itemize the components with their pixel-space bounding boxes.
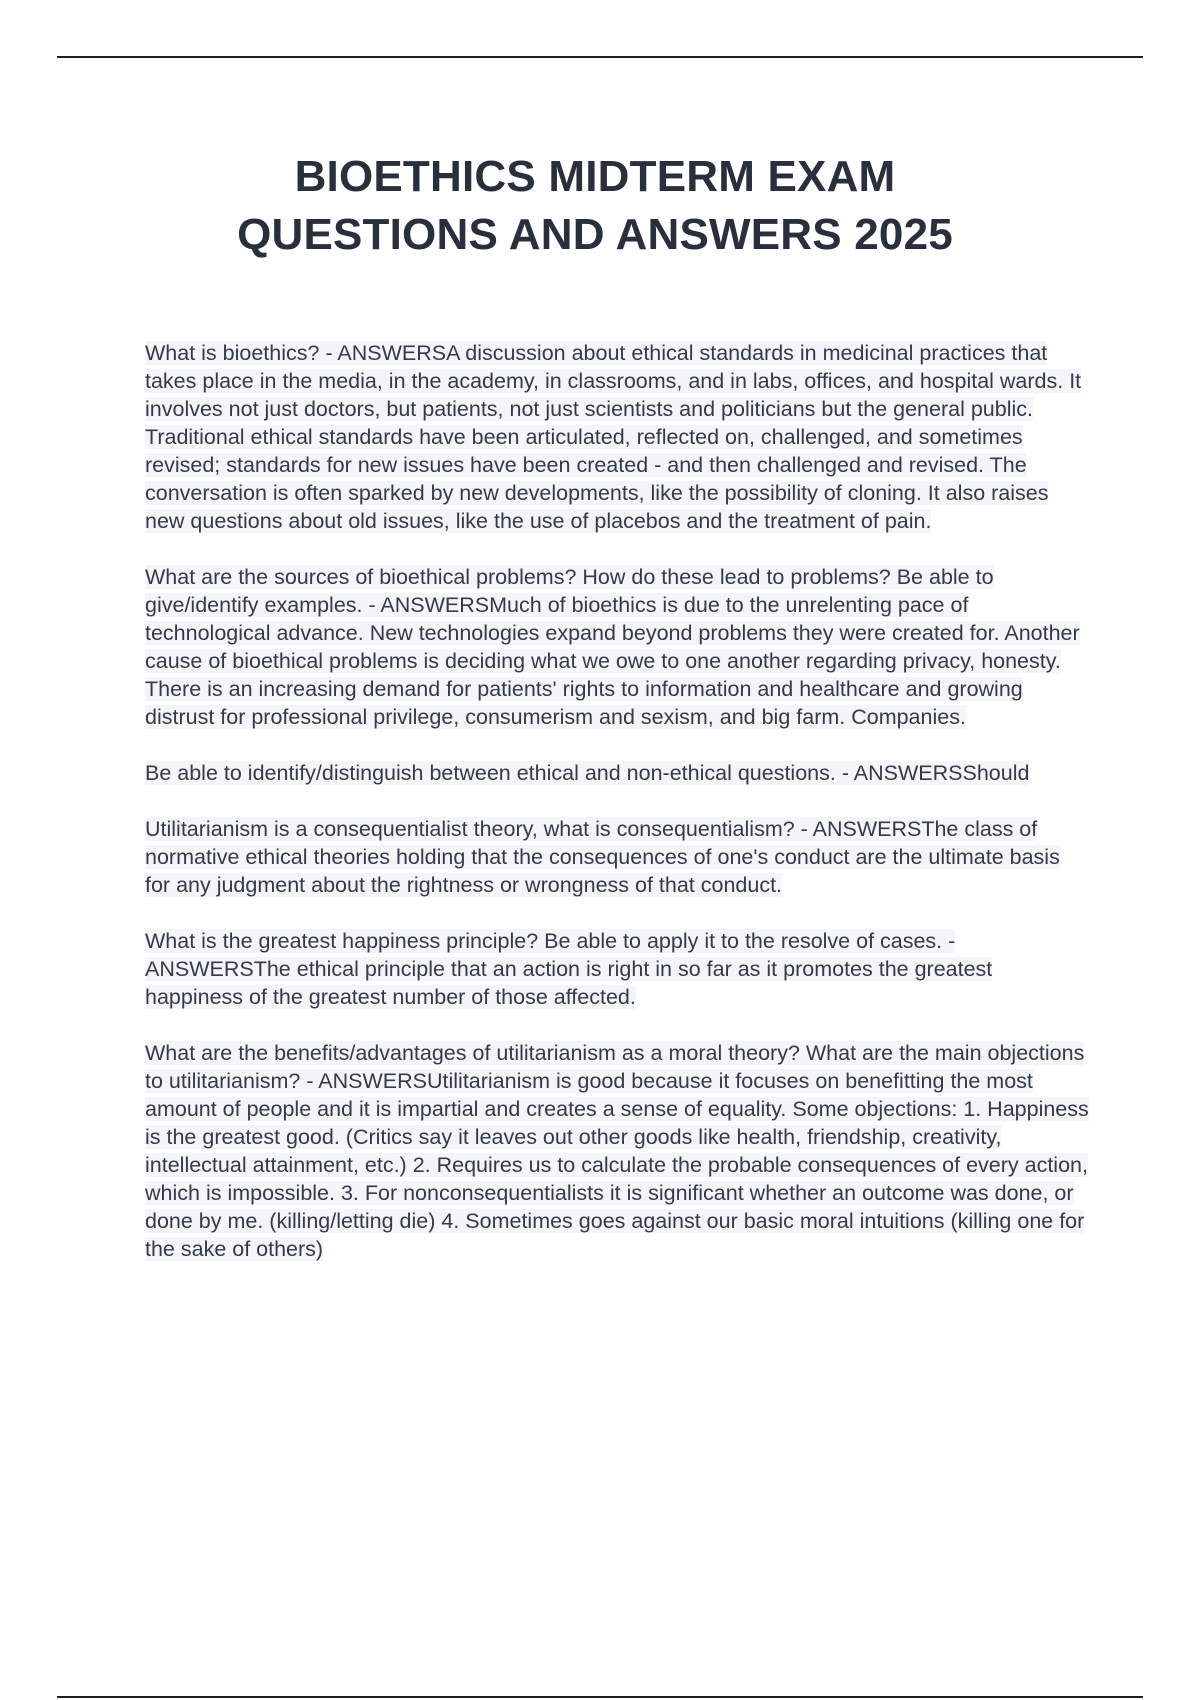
- question-text: What are the sources of bioethical problems? How do these lead to problems? Be able to give/identify examples.: [145, 565, 994, 617]
- top-divider: [57, 56, 1143, 58]
- qa-entry-3: [145, 759, 1090, 787]
- answer-marker: - ANSWERS: [319, 341, 447, 365]
- answer-marker: - ANSWERS: [300, 1069, 427, 1093]
- answer-text: Utilitarianism is good because it focuses on benefitting the most amount of people and it is impartial and creates a sense of equality. Some objections: 1. Happiness is the greatest good. (Critics say it leaves out other goods like health, friendship, creativity, intellectual attainment, etc.) 2. Requires us to calculate the probable consequences of every action, which is impossible. 3. For nonconsequentialists it is significant whether an outcome was done, or done by me. (killing/letting die) 4. Sometimes goes against our basic moral intuitions (killing one for the sake of others): [145, 1069, 1089, 1261]
- answer-text: Much of bioethics is due to the unrelenting pace of technological advance. New technologies expand beyond problems they were created for. Another cause of bioethical problems is deciding what we owe to one another regarding privacy, honesty. There is an increasing demand for patients' rights to information and healthcare and growing distrust for professional privilege, consumerism and sexism, and big farm. Companies.: [145, 593, 1080, 729]
- qa-entry-4: [145, 815, 1090, 899]
- document-title: [100, 148, 1090, 264]
- answer-marker: - ANSWERS: [794, 817, 922, 841]
- answer-text: Should: [962, 761, 1030, 785]
- qa-entry-1: [145, 339, 1090, 535]
- answer-marker: - ANSWERS: [835, 761, 963, 785]
- title-line-1: BIOETHICS MIDTERM EXAM: [294, 152, 896, 201]
- question-text: Be able to identify/distinguish between ethical and non-ethical questions.: [145, 761, 836, 785]
- qa-entry-2: [145, 563, 1090, 731]
- question-text: What is the greatest happiness principle? Be able to apply it to the resolve of cases.: [145, 929, 943, 953]
- answer-text: A discussion about ethical standards in medicinal practices that takes place in the media, in the academy, in classrooms, and in labs, offices, and hospital wards. It involves not just doctors, but patients, not just scientists and politicians but the general public. Traditional ethical standards have been articulated, reflected on, challenged, and sometimes revised; standards for new issues have been created - and then challenged and revised. The conversation is often sparked by new developments, like the possibility of cloning. It also raises new questions about old issues, like the use of placebos and the treatment of pain.: [145, 341, 1082, 533]
- qa-list: [145, 339, 1090, 1291]
- qa-entry-6: [145, 1039, 1090, 1263]
- qa-entry-5: [145, 927, 1090, 1011]
- question-text: What is bioethics?: [145, 341, 320, 365]
- answer-marker: - ANSWERS: [145, 929, 956, 981]
- question-text: Utilitarianism is a consequentialist theory, what is consequentialism?: [145, 817, 795, 841]
- question-text: What are the benefits/advantages of utilitarianism as a moral theory? What are the main objections to utilitarianism?: [145, 1041, 1085, 1093]
- bottom-divider: [57, 1696, 1143, 1698]
- answer-text: The class of normative ethical theories holding that the consequences of one's conduct are the ultimate basis for any judgment about the rightness or wrongness of that conduct.: [145, 817, 1060, 897]
- answer-marker: - ANSWERS: [362, 593, 490, 617]
- title-line-2: QUESTIONS AND ANSWERS 2025: [237, 210, 953, 259]
- answer-text: The ethical principle that an action is right in so far as it promotes the greatest happiness of the greatest number of those affected.: [145, 957, 993, 1009]
